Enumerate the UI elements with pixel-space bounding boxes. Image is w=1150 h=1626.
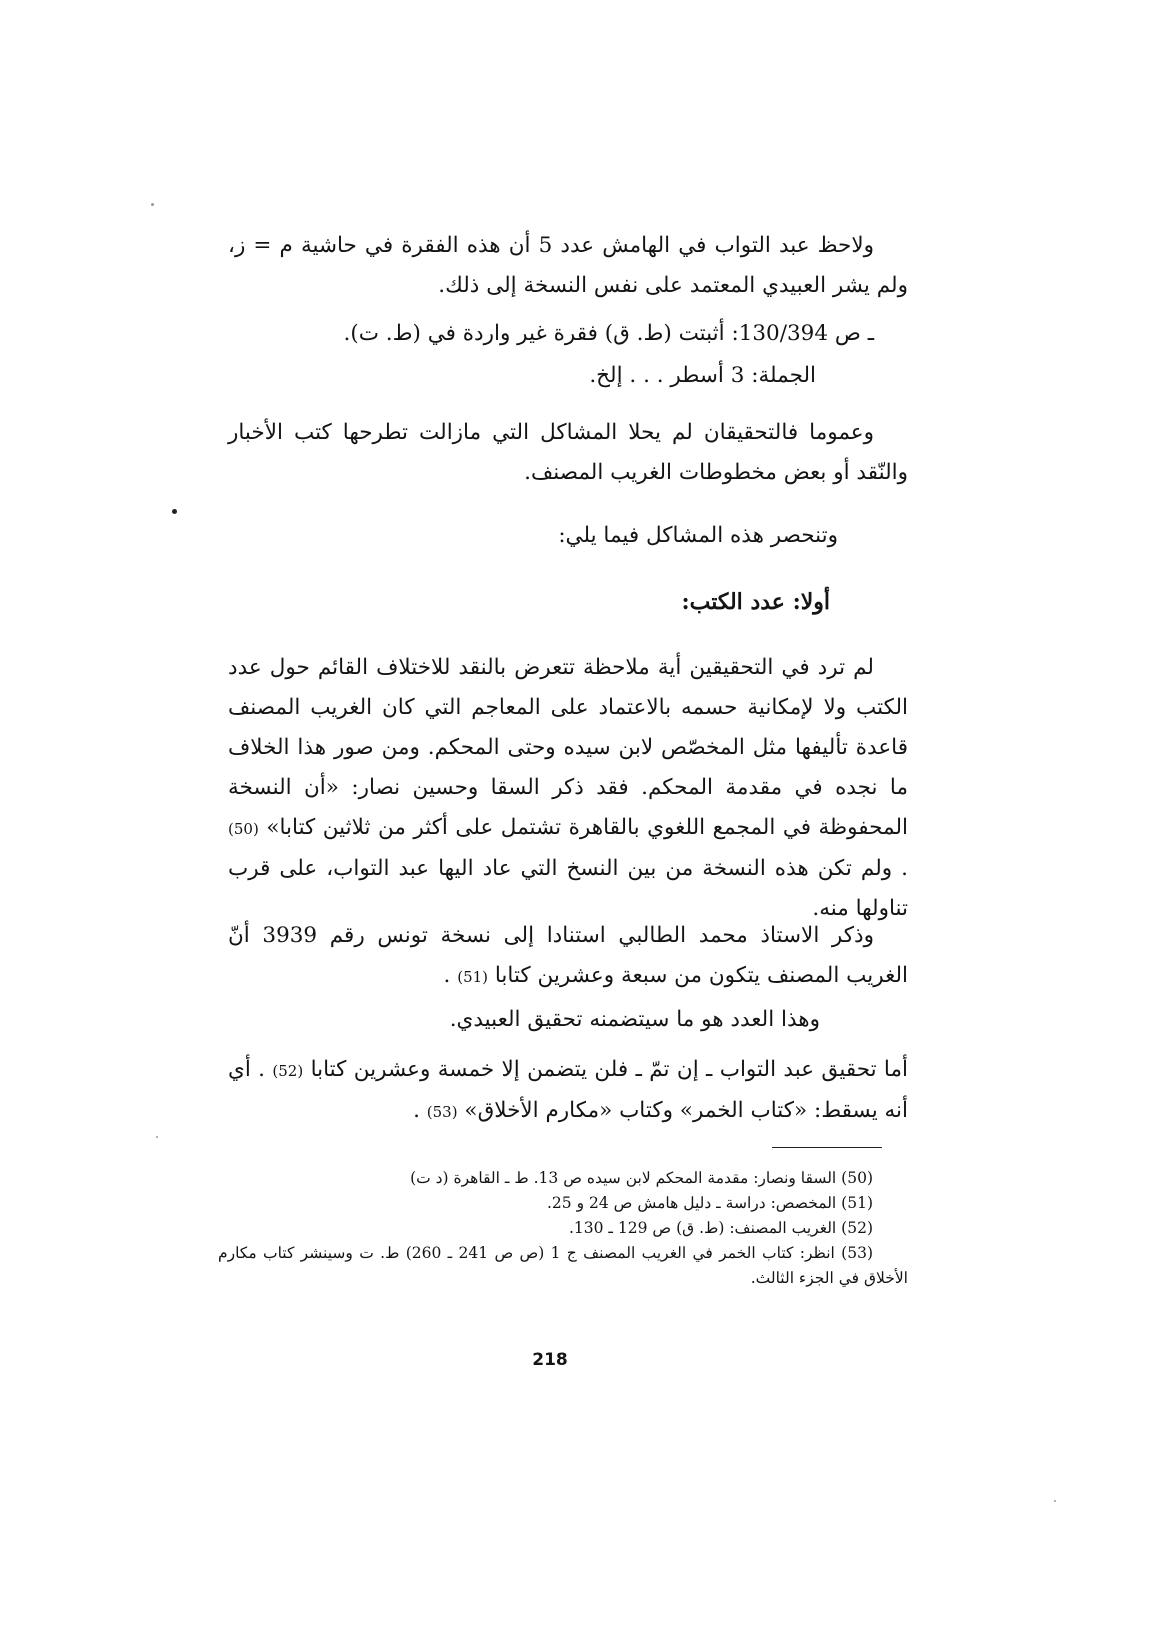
footnote-ref-51: (51) xyxy=(457,968,489,986)
paragraph-ubaydi-count: وهذا العدد هو ما سيتضمنه تحقيق العبيدي. xyxy=(449,1007,820,1032)
paragraph-text-tail: . xyxy=(443,963,451,988)
footnote-50: (50) السقا ونصار: مقدمة المحكم لابن سيده ص 13. ط ـ القاهرة (د ت) xyxy=(410,1169,873,1187)
paragraph-text: وذكر الاستاذ محمد الطالبي استنادا إلى نسخة تونس رقم 3939 أنّ الغريب المصنف يتكون من سبعة وعشرين كتابا xyxy=(228,923,908,988)
paragraph-text-mid: . أي أنه يسقط: «كتاب الخمر» وكتاب «مكارم الأخلاق» xyxy=(228,1057,908,1123)
footnotes xyxy=(218,1166,908,1291)
section-heading: أولا: عدد الكتب: xyxy=(681,589,830,615)
paragraph-note-margin: ولاحظ عبد التواب في الهامش عدد 5 أن هذه الفقرة في حاشية م = ز، ولم يشر العبيدي المعتمد على نفس النسخة إلى ذلك. xyxy=(228,233,908,298)
paragraph-text-tail: . xyxy=(413,1098,420,1123)
scan-speck xyxy=(156,1136,158,1138)
paragraph-talbi-manuscript xyxy=(228,916,908,997)
list-item-sentence-length: الجملة: 3 أسطر . . . إلخ. xyxy=(589,363,816,388)
paragraph-problems-intro: وتنحصر هذه المشاكل فيما يلي: xyxy=(558,523,838,548)
paragraph-text: أما تحقيق عبد التواب ـ إن تمّ ـ فلن يتضمن إلا خمسة وعشرين كتابا xyxy=(310,1057,908,1082)
paragraph-text-tail: . ولم تكن هذه النسخة من بين النسخ التي عاد اليها عبد التواب، على قرب تناولها منه. xyxy=(228,856,908,921)
footnote-53: (53) انظر: كتاب الخمر في الغريب المصنف ج 1 (ص ص 241 ـ 260) ط. ت وسينشر كتاب مكارم الأخلاق في الجزء الثالث. xyxy=(218,1244,908,1287)
paragraph-abd-al-tawwab xyxy=(228,1050,908,1132)
scan-speck xyxy=(151,203,154,206)
list-item-page-reference: ـ ص 130/394: أثبتت (ط. ق) فقرة غير واردة في (ط. ت). xyxy=(343,321,874,346)
paragraph-number-of-books xyxy=(228,648,908,929)
paragraph-general-problems: وعموما فالتحقيقان لم يحلا المشاكل التي مازالت تطرحها كتب الأخبار والنّقد أو بعض مخطوطات الغريب المصنف. xyxy=(228,420,908,485)
footnote-ref-53: (53) xyxy=(426,1103,458,1121)
footnote-52: (52) الغريب المصنف: (ط. ق) ص 129 ـ 130. xyxy=(568,1219,873,1237)
footnote-ref-50: (50) xyxy=(228,820,259,838)
footnote-ref-52: (52) xyxy=(272,1062,304,1080)
paragraph-text: لم ترد في التحقيقين أية ملاحظة تتعرض بالنقد للاختلاف القائم حول عدد الكتب ولا لإمكانية حسمه بالاعتماد على المعاجم التي كان الغريب المصنف قاعدة تأليفها مثل المخصّص لابن سيده وحتى المحكم. ومن صور هذا الخلاف ما نجده في مقدمة المحكم. فقد ذكر السقا وحسين نصار: «أن النسخة المحفوظة في المجمع اللغوي بالقاهرة تشتمل على أكثر من ثلاثين كتابا» xyxy=(228,655,908,840)
scan-mark xyxy=(172,509,177,514)
scan-speck xyxy=(1054,1500,1056,1502)
footnote-separator xyxy=(772,1147,882,1148)
page-number: 218 xyxy=(532,1350,568,1370)
footnote-51: (51) المخصص: دراسة ـ دليل هامش ص 24 و 25. xyxy=(546,1194,873,1212)
